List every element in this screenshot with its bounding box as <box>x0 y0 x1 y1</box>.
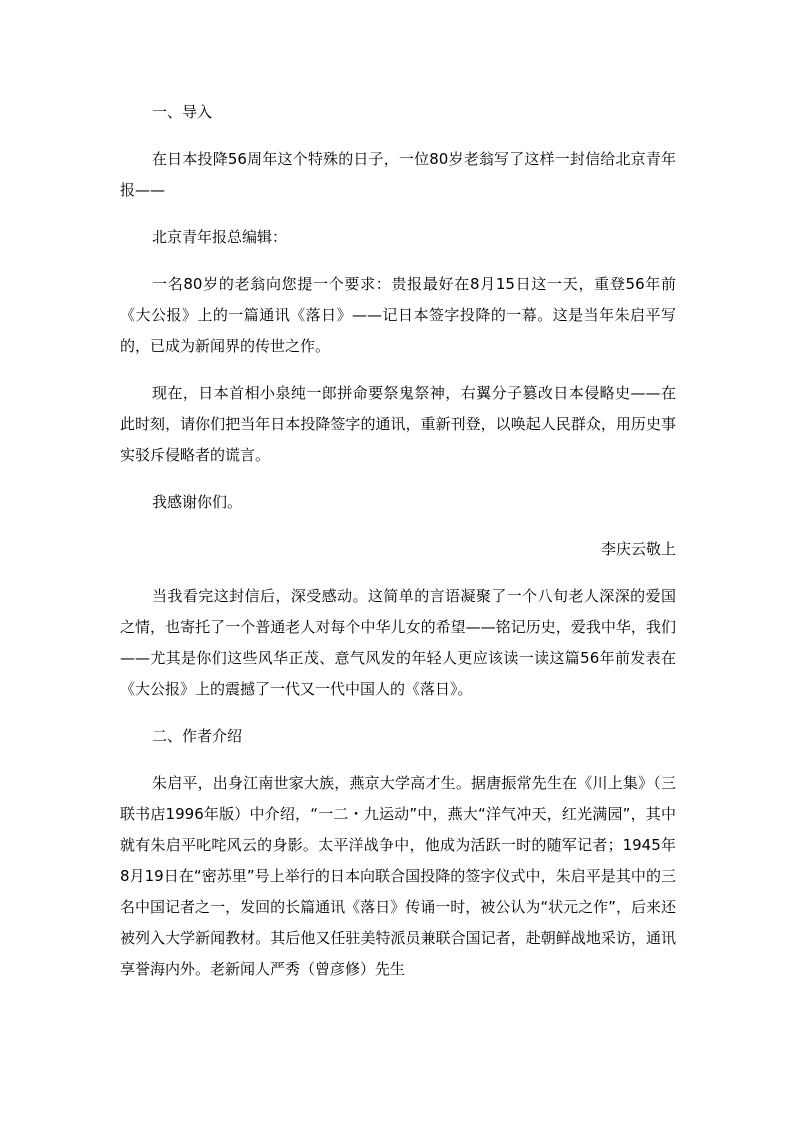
letter-paragraph-context: 现在，日本首相小泉纯一郎拼命要祭鬼祭神，右翼分子篡改日本侵略史——在此时刻，请你们把当年日本投降签字的通讯，重新刊登，以唤起人民群众，用历史事实驳斥侵略者的谎言。 <box>120 384 676 464</box>
letter-thanks: 我感谢你们。 <box>152 493 243 511</box>
section-heading-intro: 一、导入 <box>152 103 213 121</box>
intro-paragraph: 在日本投降56周年这个特殊的日子，一位80岁老翁写了这样一封信给北京青年报—— <box>120 150 676 199</box>
author-paragraph: 朱启平，出身江南世家大族，燕京大学高才生。据唐振常先生在《川上集》（三联书店1996年版）中介绍，“一二・九运动”中，燕大“洋气冲天，红光满园”，其中就有朱启平叱咤风云的身影。太平洋战争中，他成为活跃一时的随军记者；1945年8月19日在“密苏里”号上举行的日本向联合国投降的签字仪式中，朱启平是其中的三名中国记者之一，发回的长篇通讯《落日》传诵一时，被公认为“状元之作”，后来还被列入大学新闻教材。其后他又任驻美特派员兼联合国记者，赴朝鲜战地采访，通讯享誉海内外。老新闻人严秀（曾彦修）先生 <box>120 774 676 978</box>
reflection-paragraph: 当我看完这封信后，深受感动。这简单的言语凝聚了一个八旬老人深深的爱国之情，也寄托了一个普通老人对每个中华儿女的希望——铭记历史，爱我中华，我们——尤其是你们这些风华正茂、意气风发的年轻人更应该读一读这篇56年前发表在《大公报》上的震撼了一代又一代中国人的《落日》。 <box>120 587 676 698</box>
letter-signature: 李庆云敬上 <box>600 540 676 558</box>
section-heading-author: 二、作者介绍 <box>152 727 243 745</box>
document-body <box>120 97 676 985</box>
letter-paragraph-request: 一名80岁的老翁向您提一个要求：贵报最好在8月15日这一天，重登56年前《大公报》上的一篇通讯《落日》——记日本签字投降的一幕。这是当年朱启平写的，已成为新闻界的传世之作。 <box>120 275 676 355</box>
letter-salutation: 北京青年报总编辑： <box>152 228 288 246</box>
